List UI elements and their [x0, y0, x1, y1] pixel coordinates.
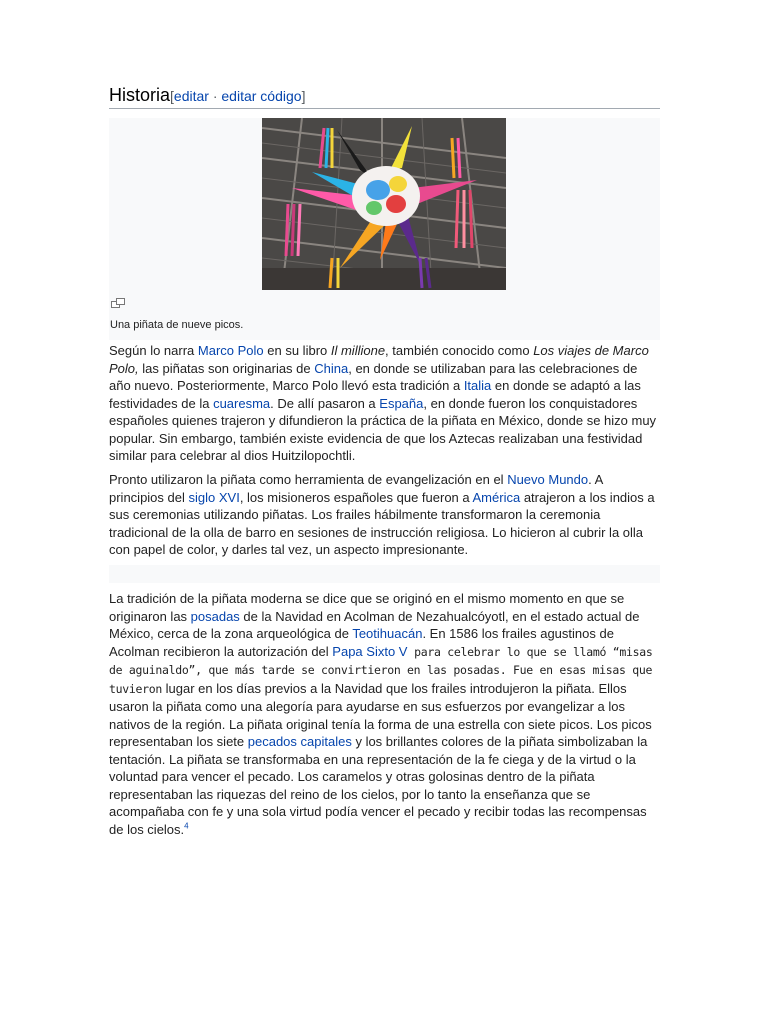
paragraph-1: Según lo narra Marco Polo en su libro Il millione, también conocido como Los viajes de Marco Polo, las piñatas son originarias de China, en donde se utilizaban para las celebraciones de año nuevo. Posteriormente, Marco Polo llevó esta tradición a Italia en donde se adaptó a las festividades de la cuaresma. De allí pasaron a España, en donde fueron los conquistadores españoles quienes trajeron y difundieron la práctica de la piñata en México, donde se hizo muy popular. Sin embargo, también existe evidencia de que los Aztecas realizaban una festividad similar para celebrar al dios Huitzilopochtli.	[109, 343, 657, 463]
section-band	[109, 565, 660, 583]
paragraph-3: La tradición de la piñata moderna se dice que se originó en el mismo momento en que se originaron las posadas de la Navidad en Acolman de Nezahualcóyotl, en el estado actual de México, cerca de la zona arqueológica de Teotihuacán. En 1586 los frailes agustinos de Acolman recibieron la autorización del Papa Sixto V para celebrar lo que se llamó “misas de aguinaldo”, que más tarde se convirtieron en las posadas. Fue en esas misas que tuvieron lugar en los días previos a la Navidad que los frailes introdujeron la piñata. Ellos usaron la piñata como una alegoría para ayudarse en sus esfuerzos por evangelizar a los nativos de la región. La piñata original tenía la forma de una estrella con siete picos. Los picos representaban los siete pecados capitales y los brillantes colores de la piñata simbolizaban la tentación. La piñata se transformaba en una representación de la fe ciega y de la virtud o la voluntad para vencer el pecado. Los caramelos y otras golosinas dentro de la piñata representaban las riquezas del reino de los cielos, por lo tanto la enseñanza que se acompañaba con fe y una sola virtud podía vencer el pecado y recibir todas las recompensas de los cielos.$^4$	[109, 591, 653, 837]
section-title: Historia	[109, 85, 171, 105]
edit-links: [editar · editar código]	[170, 88, 306, 104]
pinata-image	[262, 118, 506, 290]
reference-4[interactable]: 4	[184, 821, 189, 831]
paragraph-2: Pronto utilizaron la piñata como herramienta de evangelización en el Nuevo Mundo. A principios del siglo XVI, los misioneros españoles que fueron a América atrajeron a los indios a sus ceremonias utilizando piñatas. Los frailes hábilmente transformaron la ceremonia tradicional de la olla de barro en sesiones de instrucción religiosa. Lo hicieron al cubrir la olla con papel de color, y darles tal vez, un aspecto impresionante.	[109, 472, 655, 557]
link-espana[interactable]: España	[379, 395, 424, 411]
edit-link[interactable]: editar	[173, 88, 209, 104]
figure-caption: Una piñata de nueve picos.	[110, 319, 244, 331]
image-figure	[109, 118, 660, 340]
link-posadas[interactable]: posadas	[190, 608, 240, 624]
edit-code-link[interactable]: editar código	[221, 88, 302, 104]
link-italia[interactable]: Italia	[463, 378, 492, 393]
link-nuevo-mundo[interactable]: Nuevo Mundo	[507, 472, 589, 487]
link-cuaresma[interactable]: cuaresma	[213, 395, 271, 411]
enlarge-icon[interactable]	[111, 298, 125, 308]
pinata-photo[interactable]	[262, 118, 506, 290]
link-siglo-xvi[interactable]: siglo XVI	[188, 489, 240, 505]
link-china[interactable]: China	[314, 360, 349, 376]
link-pecados-capitales[interactable]: pecados capitales	[247, 734, 352, 749]
link-papa-sixto-v[interactable]: Papa Sixto V	[332, 643, 408, 659]
link-marco-polo[interactable]: Marco Polo	[197, 343, 264, 358]
section-heading	[109, 84, 660, 109]
link-america[interactable]: América	[472, 489, 521, 505]
link-teotihuacan[interactable]: Teotihuacán	[352, 626, 423, 641]
